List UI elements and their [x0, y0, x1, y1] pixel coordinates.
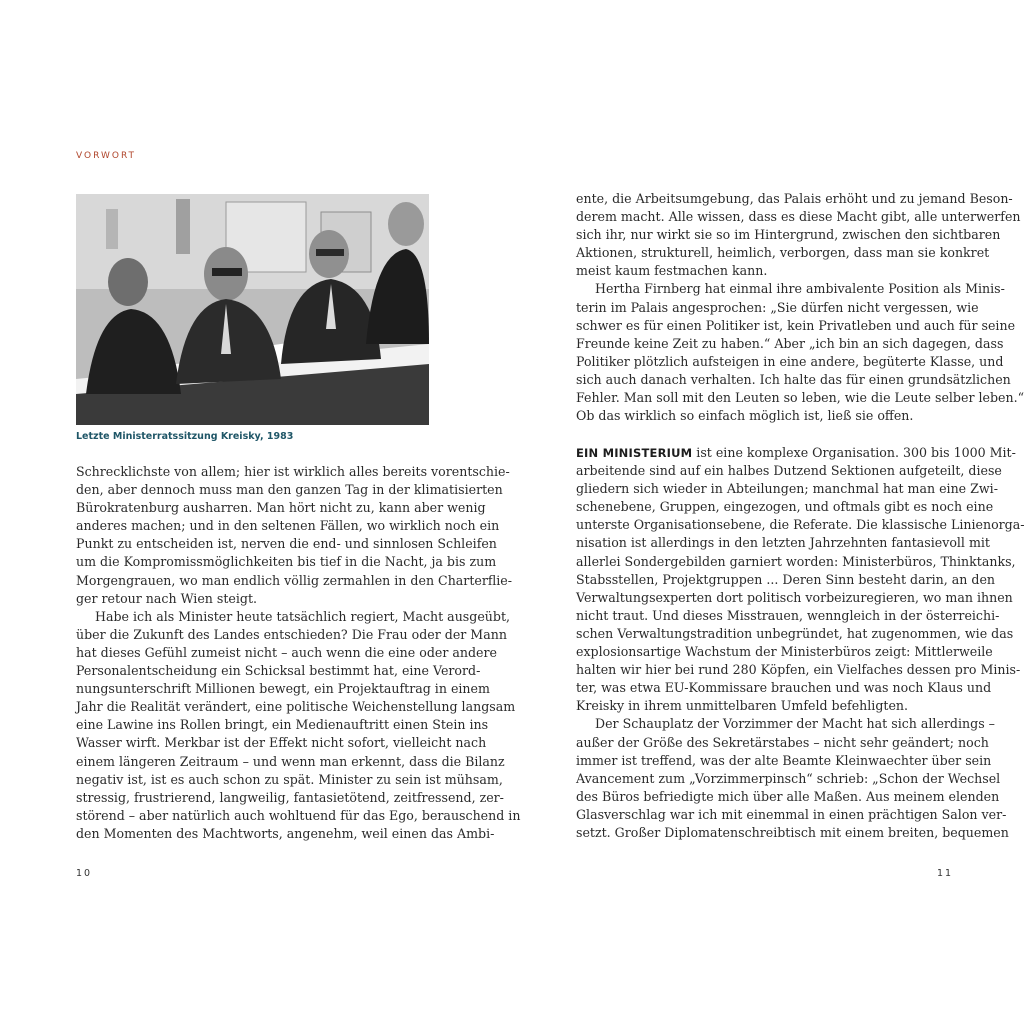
text-line: unterste Organisationsebene, die Referate. Die klassische Linienorga-: [576, 517, 1024, 533]
left-body-text: [76, 463, 521, 843]
text-line: meist kaum festmachen kann.: [576, 263, 768, 279]
text-line: den, aber dennoch muss man den ganzen Tag in der klimatisierten: [76, 482, 503, 498]
text-line: schwer es für einen Politiker ist, kein Privatleben und auch für seine: [576, 317, 1016, 333]
text-line: über die Zukunft des Landes entschieden? Die Frau oder der Mann: [76, 626, 507, 642]
text-line: schenebene, Gruppen, eingezogen, und oftmals gibt es noch eine: [576, 499, 994, 515]
text-line: allerlei Sondergebilden garniert worden: Ministerbüros, Thinktanks,: [576, 553, 1016, 569]
text-line: Personalentscheidung ein Schicksal bestimmt hat, eine Verord-: [76, 663, 481, 679]
text-line: Bürokratenburg ausharren. Man hört nicht zu, kann aber wenig: [76, 500, 486, 516]
text-line: einem längeren Zeitraum – und wenn man erkennt, dass die Bilanz: [76, 753, 505, 769]
cabinet-meeting-photo: [76, 194, 429, 425]
text-line: nisation ist allerdings in den letzten Jahrzehnten fantasievoll mit: [576, 535, 990, 551]
text-line: arbeitende sind auf ein halbes Dutzend Sektionen aufgeteilt, diese: [576, 463, 1002, 479]
text-line-rest: ist eine komplexe Organisation. 300 bis 1000 Mit-: [692, 445, 1016, 460]
right-body-text-bottom: [576, 444, 1024, 842]
text-line: Glasverschlag war ich mit einemmal in einen prächtigen Salon ver-: [576, 806, 1007, 822]
text-line: den Momenten des Machtworts, angenehm, weil einen das Ambi-: [76, 825, 495, 841]
text-line: Schrecklichste von allem; hier ist wirklich alles bereits vorentschie-: [76, 464, 510, 479]
text-line: ente, die Arbeitsumgebung, das Palais erhöht und zu jemand Beson-: [576, 191, 1013, 206]
text-line: Politiker plötzlich aufsteigen in eine andere, begüterte Klasse, und: [576, 353, 1004, 369]
text-line: Freunde keine Zeit zu haben.“ Aber „ich bin an sich dagegen, dass: [576, 335, 1004, 351]
text-line: negativ ist, ist es auch schon zu spät. Minister zu sein ist mühsam,: [76, 771, 503, 787]
text-line: des Büros befriedigte mich über alle Maßen. Aus meinem elenden: [576, 788, 1000, 804]
section-lead-in: EIN MINISTERIUM: [576, 446, 693, 460]
text-line: sich ihr, nur wirkt sie so im Hintergrund, zwischen den sichtbaren: [576, 227, 1001, 243]
text-line: nicht traut. Und dieses Misstrauen, wenngleich in der österreichi-: [576, 607, 1000, 623]
text-line: Ob das wirklich so einfach möglich ist, ließ sie offen.: [576, 408, 914, 424]
text-line: [576, 444, 1016, 462]
text-line: Der Schauplatz der Vorzimmer der Macht hat sich allerdings –: [595, 716, 995, 732]
text-line: schen Verwaltungstradition unbegründet, hat zugenommen, wie das: [576, 625, 1014, 641]
text-line: störend – aber natürlich auch wohltuend für das Ego, berauschend in: [76, 807, 521, 823]
text-line: Stabsstellen, Projektgruppen ... Deren Sinn besteht darin, an den: [576, 571, 996, 587]
page-number-left: 10: [76, 868, 93, 879]
text-line: Fehler. Man soll mit den Leuten so leben, wie die Leute selber leben.“: [576, 390, 1024, 406]
text-line: setzt. Großer Diplomatenschreibtisch mit einem breiten, bequemen: [576, 824, 1009, 840]
text-line: Punkt zu entscheiden ist, nerven die end- und sinnlosen Schleifen: [76, 536, 497, 552]
text-line: explosionsartige Wachstum der Ministerbüros zeigt: Mittlerweile: [576, 644, 993, 660]
page-number-right: 11: [937, 868, 954, 879]
text-line: terin im Palais angesprochen: „Sie dürfen nicht vergessen, wie: [576, 299, 979, 315]
text-line: derem macht. Alle wissen, dass es diese Macht gibt, alle unterwerfen: [576, 209, 1021, 225]
photo-illustration: [76, 194, 429, 425]
text-line: Wasser wirft. Merkbar ist der Effekt nicht sofort, vielleicht nach: [76, 735, 487, 751]
text-line: hat dieses Gefühl zumeist nicht – auch wenn die eine oder andere: [76, 644, 497, 660]
text-line: ger retour nach Wien steigt.: [76, 590, 258, 606]
section-title: VORWORT: [76, 151, 137, 161]
text-line: gliedern sich wieder in Abteilungen; manchmal hat man eine Zwi-: [576, 481, 998, 497]
text-line: stressig, frustrierend, langweilig, fantasietötend, zeitfressend, zer-: [76, 789, 504, 805]
text-line: Kreisky in ihrem unmittelbaren Umfeld befehligten.: [576, 698, 909, 714]
text-line: eine Lawine ins Rollen bringt, ein Medienauftritt einen Stein ins: [76, 717, 489, 733]
text-line: Habe ich als Minister heute tatsächlich regiert, Macht ausgeübt,: [95, 608, 511, 624]
text-line: sich auch danach verhalten. Ich halte das für einen grundsätzlichen: [576, 371, 1011, 387]
text-line: Aktionen, strukturell, heimlich, verborgen, dass man sie konkret: [576, 245, 990, 261]
right-page: [512, 0, 1024, 1024]
text-line: Avancement zum „Vorzimmerpinsch“ schrieb: „Schon der Wechsel: [576, 770, 1001, 786]
text-line: um die Kompromissmöglichkeiten bis tief in die Nacht, ja bis zum: [76, 554, 497, 570]
text-line: ter, was etwa EU-Kommissare brauchen und was noch Klaus und: [576, 680, 992, 696]
text-line: Jahr die Realität verändert, eine politische Weichenstellung langsam: [76, 699, 516, 715]
text-line: immer ist treffend, was der alte Beamte Kleinwaechter über sein: [576, 752, 992, 768]
photo-caption: Letzte Ministerratssitzung Kreisky, 1983: [76, 431, 294, 442]
text-line: außer der Größe des Sekretärstabes – nicht sehr geändert; noch: [576, 734, 989, 750]
text-line: nungsunterschrift Millionen bewegt, ein Projektauftrag in einem: [76, 681, 490, 697]
text-line: anderes machen; und in den seltenen Fällen, wo wirklich noch ein: [76, 518, 500, 534]
text-line: Hertha Firnberg hat einmal ihre ambivalente Position als Minis-: [595, 281, 1005, 297]
right-body-text-top: [576, 190, 1024, 425]
text-line: Morgengrauen, wo man endlich völlig zermahlen in den Charterflie-: [76, 572, 512, 588]
text-line: halten wir hier bei rund 280 Köpfen, ein Vielfaches dessen pro Minis-: [576, 662, 1021, 678]
text-line: Verwaltungsexperten dort politisch vorbeizuregieren, wo man ihnen: [576, 589, 1013, 605]
